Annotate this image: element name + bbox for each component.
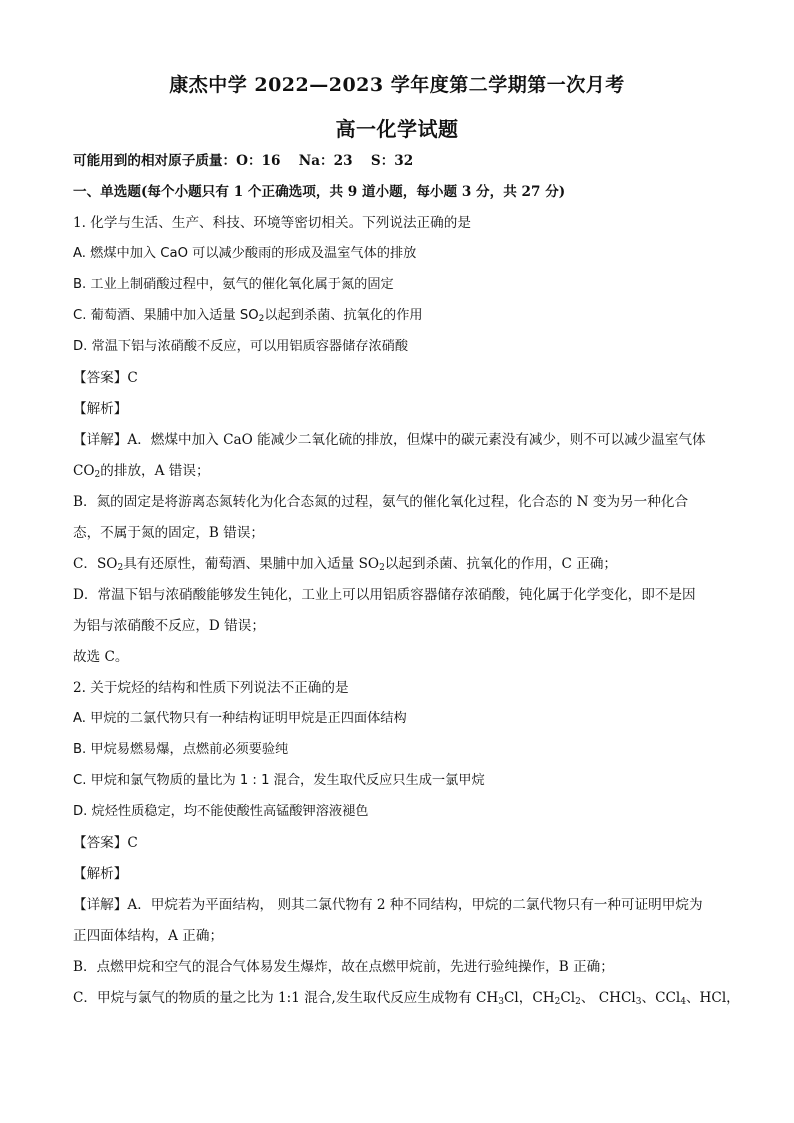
text: 以起到杀菌、抗氧化的作用，C 正确； <box>384 556 618 572</box>
q1-detail-c <box>73 555 723 573</box>
text: 以起到杀菌、抗氧化的作用 <box>264 308 423 323</box>
q1-option-d: D. 常温下铝与浓硝酸不反应，可以用铝质容器储存浓硝酸 <box>73 339 409 354</box>
text: C．SO <box>73 556 118 572</box>
subscript: 2 <box>379 563 385 573</box>
q2-detail-a-line2: 正四面体结构，A 正确； <box>73 928 224 944</box>
subscript: 3 <box>635 997 642 1007</box>
subscript: 3 <box>498 997 504 1007</box>
subscript: 2 <box>554 997 561 1007</box>
q1-detail-d-line2: 为铝与浓硝酸不反应，D 错误； <box>73 618 265 634</box>
exam-subtitle: 高一化学试题 <box>335 117 459 141</box>
subscript: 4 <box>680 997 686 1007</box>
q1-conclusion: 故选 C。 <box>73 649 129 665</box>
q2-detail-b: B．点燃甲烷和空气的混合气体易发生爆炸，故在点燃甲烷前，先进行验纯操作，B 正确； <box>73 959 614 975</box>
text: Cl，CH <box>504 990 555 1006</box>
subscript: 2 <box>94 470 101 480</box>
q1-option-c <box>73 307 723 325</box>
q2-answer: 【答案】C <box>73 835 138 851</box>
text: 具有还原性，葡萄酒、果脯中加入适量 SO <box>123 556 380 572</box>
text: 的排放，A 错误； <box>100 463 210 479</box>
q2-analysis-label: 【解析】 <box>73 866 128 882</box>
q1-detail-b-line2: 态，不属于氮的固定，B 错误； <box>73 525 265 541</box>
q1-detail-a-line1: 【详解】A．燃煤中加入 CaO 能减少二氧化硫的排放，但煤中的碳元素没有减少，则不可以减少温室气体 <box>73 432 706 448</box>
section-heading: 一、单选题(每个小题只有 1 个正确选项，共 9 道小题，每小题 3 分，共 27 分) <box>73 184 566 200</box>
atomic-masses: 可能用到的相对原子质量：O：16 Na：23 S：32 <box>73 153 414 169</box>
q1-answer: 【答案】C <box>73 370 138 386</box>
q2-option-c: C. 甲烷和氯气物质的量比为 1 : 1 混合，发生取代反应只生成一氯甲烷 <box>73 773 485 788</box>
q2-stem: 2. 关于烷烃的结构和性质下列说法不正确的是 <box>73 680 349 696</box>
q2-option-b: B. 甲烷易燃易爆，点燃前必须要验纯 <box>73 742 289 757</box>
subscript: 2 <box>258 314 265 324</box>
q1-option-b: B. 工业上制硝酸过程中，氨气的催化氧化属于氮的固定 <box>73 277 394 292</box>
text: 、 CHCl <box>580 990 636 1006</box>
text: Cl <box>560 990 576 1006</box>
exam-title: 康杰中学 2022—2023 学年度第二学期第一次月考 <box>169 74 625 96</box>
text: C．甲烷与氯气的物质的量之比为 1:1 混合,发生取代反应生成物有 CH <box>73 990 499 1006</box>
q1-stem: 1. 化学与生活、生产、科技、环境等密切相关。下列说法正确的是 <box>73 215 471 231</box>
text: C. 葡萄酒、果脯中加入适量 SO <box>73 308 259 323</box>
q1-analysis-label: 【解析】 <box>73 401 128 417</box>
q2-detail-c <box>73 989 740 1007</box>
subscript: 2 <box>575 997 581 1007</box>
q2-detail-a-line1: 【详解】A．甲烷若为平面结构， 则其二氯代物有 2 种不同结构，甲烷的二氯代物只有一种可证明甲烷为 <box>73 897 703 913</box>
q1-detail-d-line1: D．常温下铝与浓硝酸能够发生钝化，工业上可以用铝质容器储存浓硝酸，钝化属于化学变化，即不是因 <box>73 587 696 603</box>
text: 、HCl， <box>685 990 740 1006</box>
q2-option-d: D. 烷烃性质稳定，均不能使酸性高锰酸钾溶液褪色 <box>73 804 369 819</box>
subscript: 2 <box>117 563 124 573</box>
q2-option-a: A. 甲烷的二氯代物只有一种结构证明甲烷是正四面体结构 <box>73 711 407 726</box>
q1-detail-a-line2 <box>73 462 723 480</box>
text: 、CCl <box>641 990 681 1006</box>
q1-option-a: A. 燃煤中加入 CaO 可以减少酸雨的形成及温室气体的排放 <box>73 246 417 261</box>
q1-detail-b-line1: B．氮的固定是将游离态氮转化为化合态氮的过程，氨气的催化氧化过程，化合态的 N 变为另一种化合 <box>73 494 689 510</box>
text: CO <box>73 463 95 479</box>
